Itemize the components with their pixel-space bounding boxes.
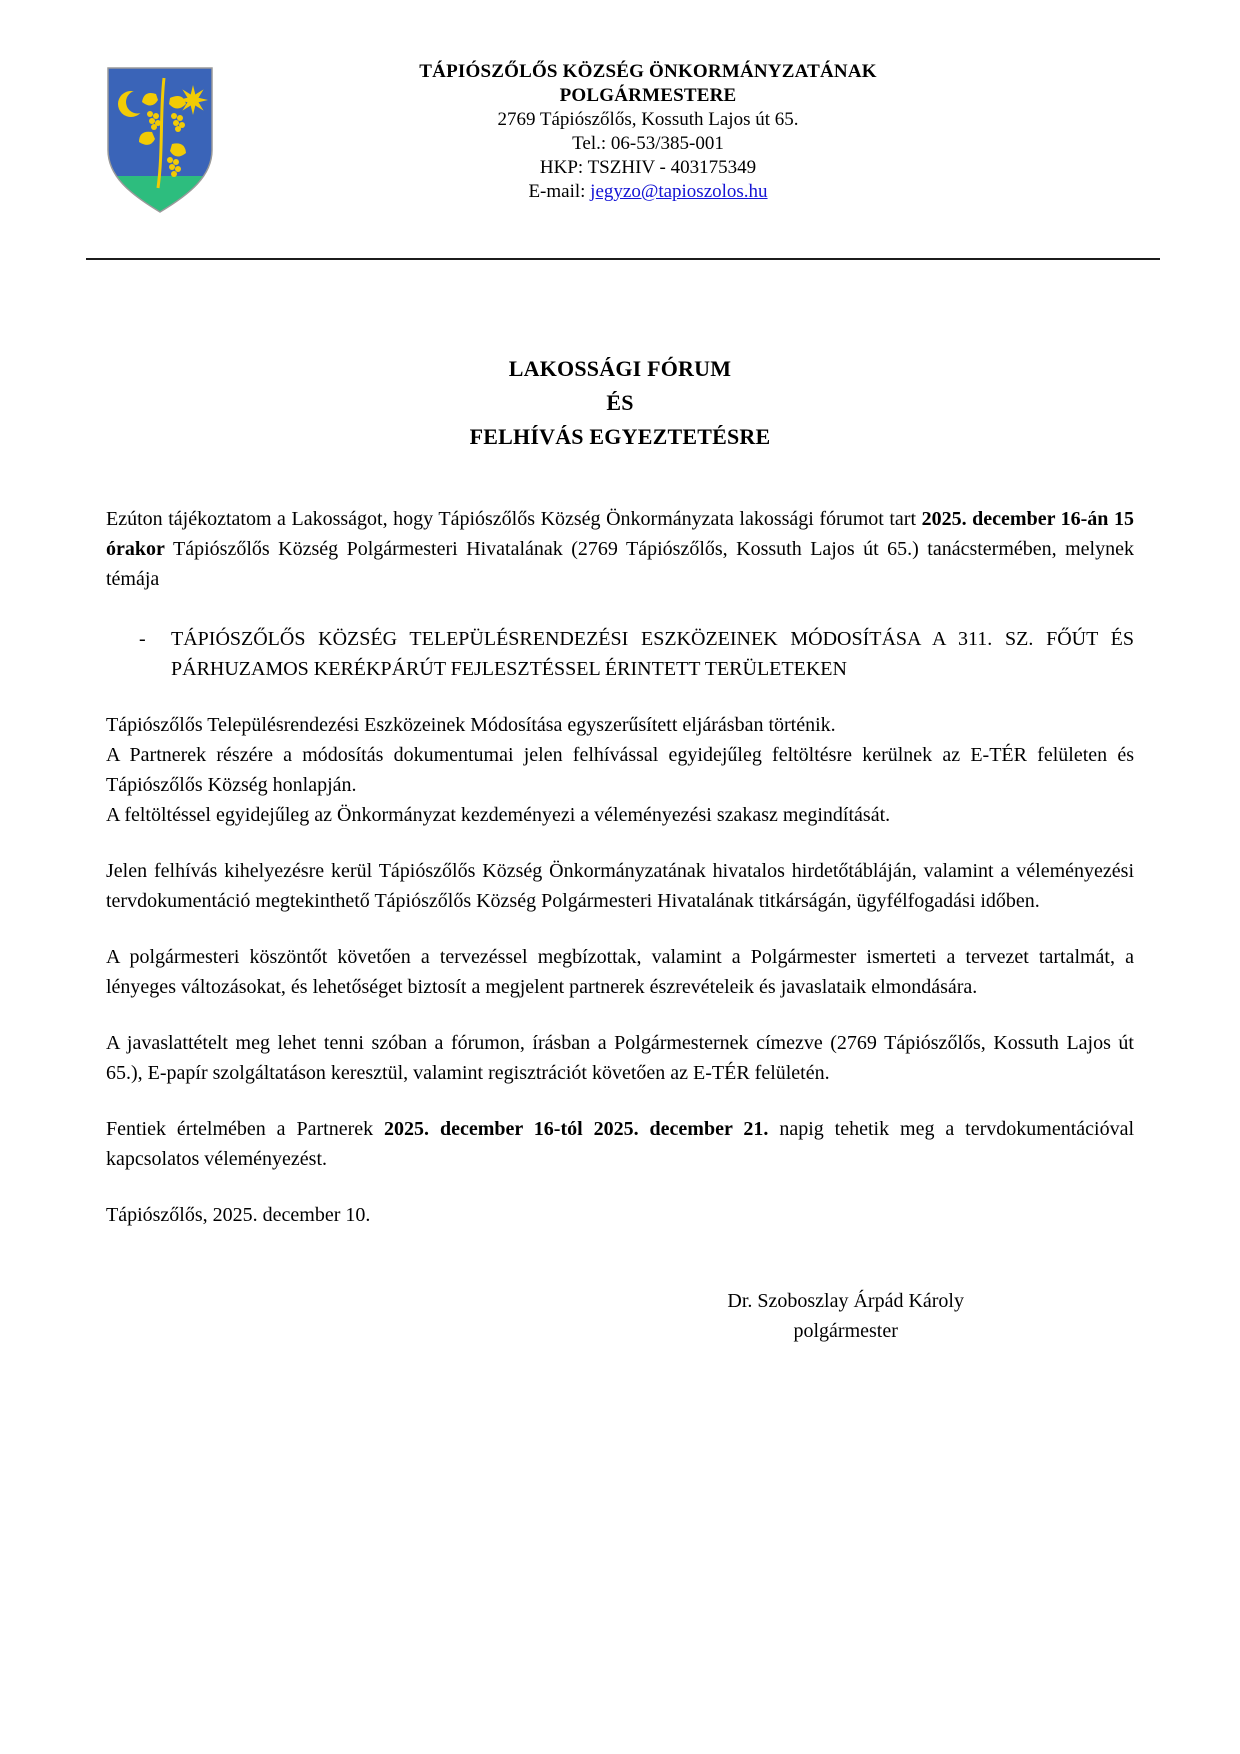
org-role: POLGÁRMESTERE: [559, 85, 737, 106]
paragraph-notice: Jelen felhívás kihelyezésre kerül Tápiószőlős Község Önkormányzatának hivatalos hirdetőtábláján, valamint a véleményezési tervdokumentáció megtekinthető Tápiószőlős Község Polgármesteri Hivatalának titkárságán, ügyfélfogadási időben.: [106, 860, 1134, 912]
org-hkp: HKP: TSZHIV - 403175349: [539, 157, 757, 178]
bullet-marker: -: [139, 628, 146, 650]
forum-datetime: 2025. december 16-án 15 órakor: [106, 508, 1134, 560]
paragraph-procedure: [106, 710, 1134, 830]
org-email-row: [56, 180, 1240, 204]
letterhead: [0, 0, 1240, 204]
procedure-sentence-1: Tápiószőlős Településrendezési Eszközeinek Módosítása egyszerűsített eljárásban történik.: [106, 714, 836, 736]
paragraph-suggestions: A javaslattételt meg lehet tenni szóban a fórumon, írásban a Polgármesternek címezve (2769 Tápiószőlős, Kossuth Lajos út 65.), E-papír szolgáltatáson keresztül, valamint regisztrációt követően az E-TÉR felületén.: [106, 1032, 1134, 1084]
coat-of-arms: [100, 64, 220, 216]
procedure-sentence-2: A Partnerek részére a módosítás dokumentumai jelen felhívással egyidejűleg feltöltésre kerülnek az E-TÉR felületen és Tápiószőlős Község honlapján.: [106, 744, 1134, 796]
doc-title-line1: LAKOSSÁGI FÓRUM: [508, 356, 732, 381]
doc-title: [0, 352, 1240, 454]
intro-pre: Ezúton tájékoztatom a Lakosságot, hogy Tápiószőlős Község Önkormányzata lakossági fórumot tart: [106, 508, 922, 530]
email-label: E-mail:: [528, 181, 591, 202]
header-divider: [86, 258, 1160, 260]
paragraph-forum-agenda: A polgármesteri köszöntőt követően a tervezéssel megbízottak, valamint a Polgármester ismerteti a tervezet tartalmát, a lényeges változásokat, és lehetőséget biztosít a megjelent partnerek észrevételeik és javaslataik elmondására.: [106, 946, 1134, 998]
doc-body: [106, 504, 1134, 1346]
org-name: TÁPIÓSZŐLŐS KÖZSÉG ÖNKORMÁNYZATÁNAK: [419, 61, 877, 82]
intro-post: Tápiószőlős Község Polgármesteri Hivatalának (2769 Tápiószőlős, Kossuth Lajos út 65.) tanácstermében, melynek témája: [106, 538, 1134, 590]
paragraph-deadline: [106, 1114, 1134, 1174]
deadline-pre: Fentiek értelmében a Partnerek: [106, 1118, 385, 1140]
org-address: 2769 Tápiószőlős, Kossuth Lajos út 65.: [497, 109, 799, 130]
deadline-post: napig tehetik meg a tervdokumentációval kapcsolatos véleményezést.: [106, 1118, 1134, 1170]
org-phone: Tel.: 06-53/385-001: [572, 133, 724, 154]
letterhead-text: [56, 0, 1240, 204]
topic-text: TÁPIÓSZŐLŐS KÖZSÉG TELEPÜLÉSRENDEZÉSI ESZKÖZEINEK MÓDOSÍTÁSA A 311. SZ. FŐÚT ÉS PÁRHUZAMOS KERÉKPÁRÚT FEJLESZTÉSSEL ÉRINTETT TERÜLETEKEN: [171, 628, 1134, 680]
deadline-dates: 2025. december 16-tól 2025. december 21.: [384, 1118, 769, 1140]
email-link[interactable]: jegyzo@tapioszolos.hu: [590, 181, 768, 202]
procedure-sentence-3: A feltöltéssel egyidejűleg az Önkormányzat kezdeményezi a véleményezési szakasz megindítását.: [106, 804, 891, 826]
signature-block: [727, 1286, 964, 1346]
signer-name: Dr. Szoboszlay Árpád Károly: [727, 1290, 964, 1312]
signer-title: polgármester: [793, 1320, 898, 1342]
dateline: Tápiószőlős, 2025. december 10.: [106, 1204, 371, 1226]
doc-title-line2: ÉS: [606, 390, 634, 415]
paragraph-intro: [106, 504, 1134, 594]
doc-title-line3: FELHÍVÁS EGYEZTETÉSRE: [469, 424, 771, 449]
topic-list-item: [106, 624, 1134, 684]
